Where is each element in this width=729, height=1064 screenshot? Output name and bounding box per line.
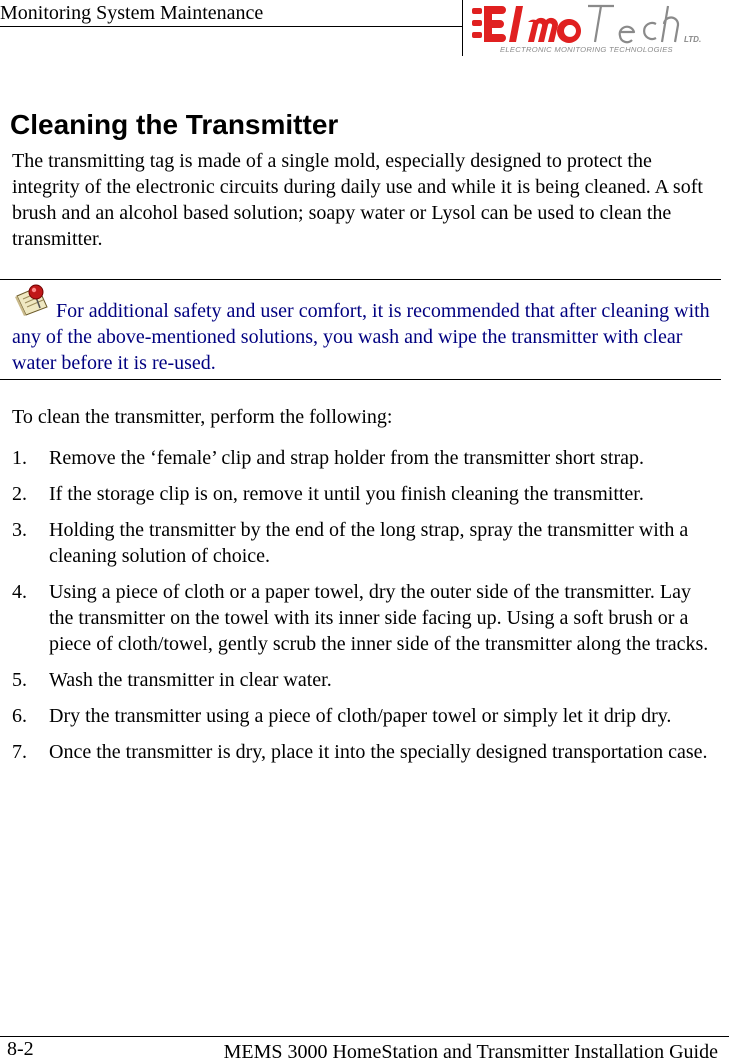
step-text: Remove the ‘female’ clip and strap holder from the transmitter short strap.: [49, 447, 644, 469]
section-heading: Cleaning the Transmitter: [10, 109, 339, 140]
step-number: 1.: [12, 447, 27, 469]
list-item: [12, 517, 718, 569]
list-item: [12, 579, 718, 657]
list-item: [12, 667, 718, 693]
procedure-lead-in: To clean the transmitter, perform the following:: [12, 406, 393, 428]
step-number: 2.: [12, 483, 27, 505]
logo-tagline: ELECTRONIC MONITORING TECHNOLOGIES: [500, 45, 673, 54]
page-number: 8-2: [7, 1038, 34, 1060]
header-divider: [462, 0, 463, 56]
step-number: 6.: [12, 705, 27, 727]
footer-title: MEMS 3000 HomeStation and Transmitter Installation Guide: [223, 1041, 718, 1063]
logo-suffix: LTD.: [684, 35, 702, 44]
step-text: If the storage clip is on, remove it until you finish cleaning the transmitter.: [49, 483, 644, 505]
list-item: [12, 703, 718, 729]
header-title: Monitoring System Maintenance: [0, 2, 264, 24]
intro-paragraph: The transmitting tag is made of a single mold, especially designed to protect the integrity of the electronic circuits during daily use and while it is being cleaned. A soft brush and an alcohol based solution; soapy water or Lysol can be used to clean the transmitter.: [12, 150, 703, 250]
step-text: Once the transmitter is dry, place it into the specially designed transportation case.: [49, 741, 708, 763]
list-item: [12, 445, 718, 471]
elmotech-logo: [470, 2, 726, 56]
step-text: Holding the transmitter by the end of the long strap, spray the transmitter with a cleaning solution of choice.: [49, 519, 689, 567]
list-item: [12, 481, 718, 507]
step-number: 5.: [12, 669, 27, 691]
list-item: [12, 739, 718, 765]
step-number: 4.: [12, 581, 27, 603]
note-text: For additional safety and user comfort, it is recommended that after cleaning with any of the above-mentioned solutions, you wash and wipe the transmitter with clear water before it is re-used.: [12, 300, 710, 374]
note-box: [0, 279, 721, 380]
footer-rule: [0, 1036, 729, 1037]
header-rule: [0, 26, 462, 27]
procedure-steps: [12, 445, 718, 775]
step-number: 3.: [12, 519, 27, 541]
step-text: Wash the transmitter in clear water.: [49, 669, 332, 691]
step-text: Dry the transmitter using a piece of cloth/paper towel or simply let it drip dry.: [49, 705, 672, 727]
step-number: 7.: [12, 741, 27, 763]
step-text: Using a piece of cloth or a paper towel, dry the outer side of the transmitter. Lay the transmitter on the towel with its inner side facing up. Using a soft brush or a piece of cloth/towel, gently scrub the inner side of the transmitter along the tracks.: [49, 581, 709, 655]
page-header: [0, 0, 729, 58]
